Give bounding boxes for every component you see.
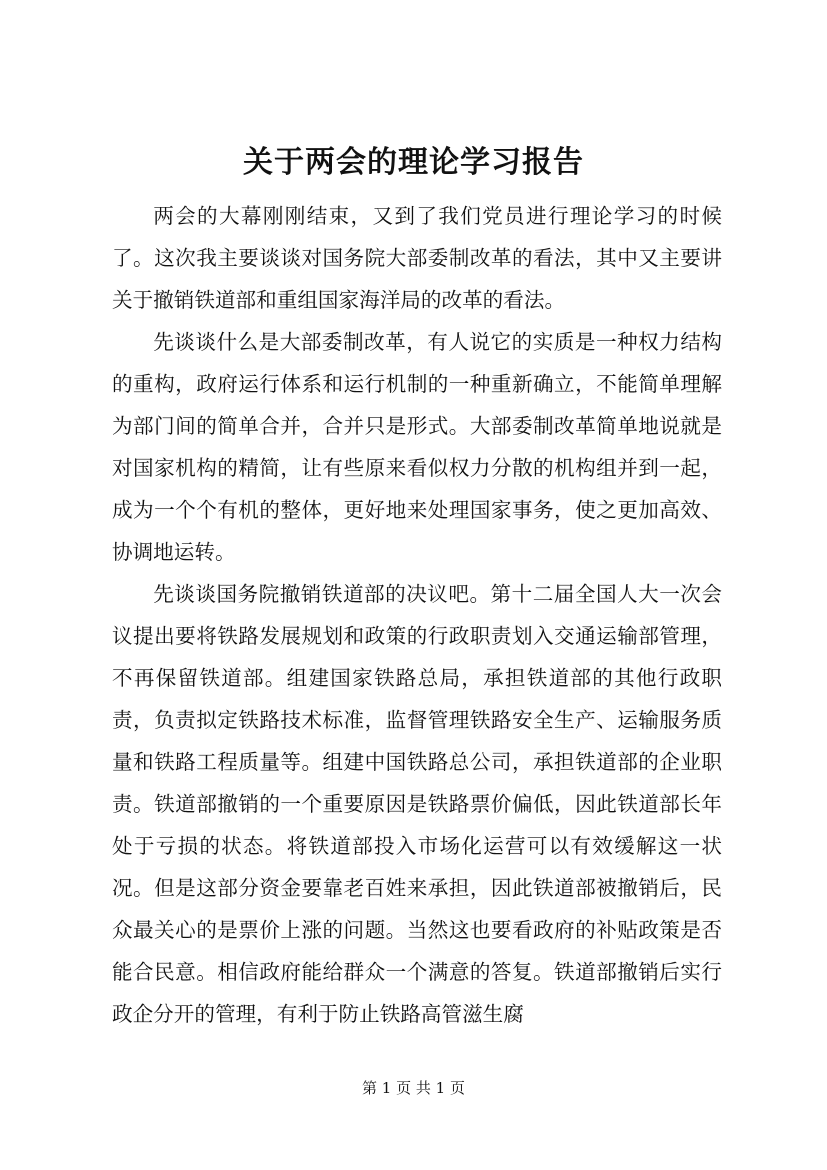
- paragraph-intro: 两会的大幕刚刚结束，又到了我们党员进行理论学习的时候了。这次我主要谈谈对国务院大部委制改革的看法，其中又主要讲关于撤销铁道部和重组国家海洋局的改革的看法。: [112, 204, 722, 312]
- document-body: [112, 195, 722, 1035]
- paragraph-reform-definition: 先谈谈什么是大部委制改革，有人说它的实质是一种权力结构的重构，政府运行体系和运行机制的一种重新确立，不能简单理解为部门间的简单合并，合并只是形式。大部委制改革简单地说就是对国家机构的精简，让有些原来看似权力分散的机构组并到一起，成为一个个有机的整体，更好地来处理国家事务，使之更加高效、协调地运转。: [112, 330, 722, 564]
- paragraph-railway-ministry: 先谈谈国务院撤销铁道部的决议吧。第十二届全国人大一次会议提出要将铁路发展规划和政策的行政职责划入交通运输部管理，不再保留铁道部。组建国家铁路总局，承担铁道部的其他行政职责，负责拟定铁路技术标准，监督管理铁路安全生产、运输服务质量和铁路工程质量等。组建中国铁路总公司，承担铁道部的企业职责。铁道部撤销的一个重要原因是铁路票价偏低，因此铁道部长年处于亏损的状态。将铁道部投入市场化运营可以有效缓解这一状况。但是这部分资金要靠老百姓来承担，因此铁道部被撤销后，民众最关心的是票价上涨的问题。当然这也要看政府的补贴政策是否能合民意。相信政府能给群众一个满意的答复。铁道部撤销后实行政企分开的管理，有利于防止铁路高管滋生腐: [112, 582, 722, 1026]
- page-number-footer: 第 1 页 共 1 页: [362, 1079, 465, 1097]
- document-title: 关于两会的理论学习报告: [243, 145, 584, 180]
